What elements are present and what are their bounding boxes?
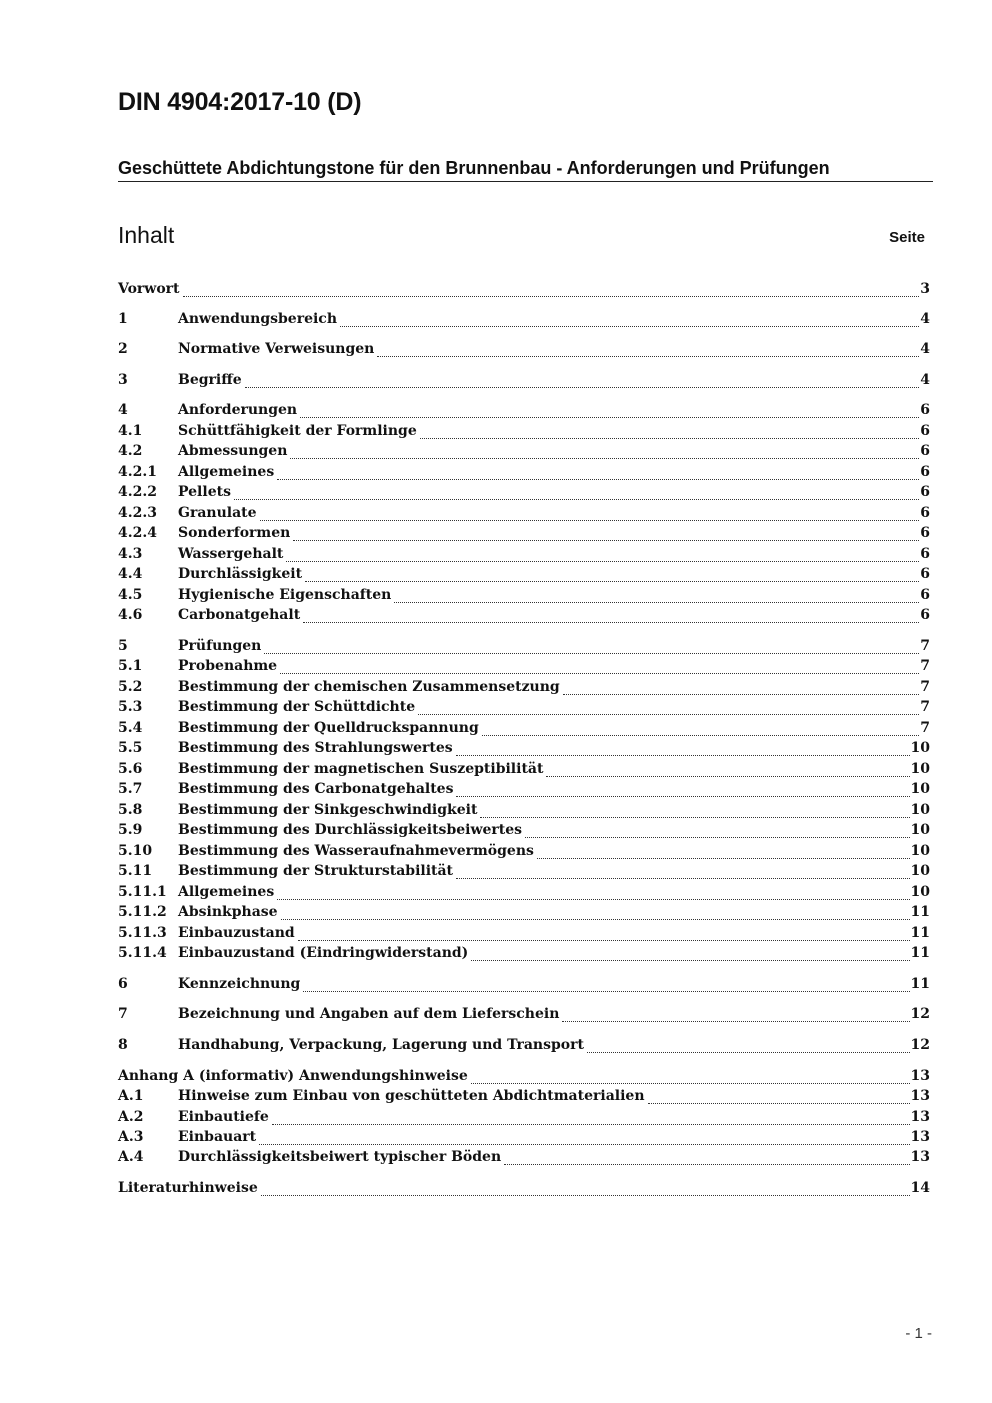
toc-leader-dots <box>277 887 909 900</box>
toc-entry[interactable] <box>118 607 930 627</box>
toc-leader-dots <box>281 907 910 920</box>
toc-entry-title: Anforderungen <box>178 402 298 418</box>
toc-entry-title: Handhabung, Verpackung, Lagerung und Transport <box>178 1037 584 1053</box>
toc-entry-title: Vorwort <box>118 281 180 297</box>
toc-entry[interactable] <box>118 566 930 586</box>
toc-leader-dots <box>420 426 920 439</box>
toc-leader-dots <box>377 344 919 357</box>
toc-leader-dots <box>504 1152 909 1165</box>
toc-leader-dots <box>471 1071 910 1084</box>
toc-entry-number: 5.11.3 <box>118 925 167 941</box>
toc-entry-title: Probenahme <box>178 658 278 674</box>
toc-leader-dots <box>272 1112 910 1125</box>
toc-entry-page: 13 <box>910 1088 930 1104</box>
toc-entry-page: 7 <box>920 699 930 715</box>
toc-entry-title: Allgemeines <box>178 464 275 480</box>
toc-entry-page: 6 <box>920 464 930 480</box>
toc-leader-dots <box>418 702 919 715</box>
toc-leader-dots <box>525 825 909 838</box>
toc-entry-page: 13 <box>910 1109 930 1125</box>
toc-leader-dots <box>562 1009 909 1022</box>
toc-entry[interactable] <box>118 505 930 525</box>
toc-entry-page: 3 <box>920 281 930 297</box>
toc-entry-page: 10 <box>910 884 930 900</box>
toc-leader-dots <box>261 1183 910 1196</box>
toc-entry-page: 14 <box>910 1180 930 1196</box>
toc-entry-title: Begriffe <box>178 372 242 388</box>
toc-entry-number: 5.1 <box>118 658 143 674</box>
toc-entry-title: Bezeichnung und Angaben auf dem Lieferschein <box>178 1006 560 1022</box>
toc-entry-page: 7 <box>920 720 930 736</box>
toc-entry[interactable] <box>118 311 930 331</box>
toc-entry-page: 13 <box>910 1149 930 1165</box>
toc-entry-number: 2 <box>118 341 128 357</box>
toc-leader-dots <box>456 743 910 756</box>
toc-entry-title: Bestimmung der chemischen Zusammensetzung <box>178 679 560 695</box>
toc-leader-dots <box>303 979 909 992</box>
toc-leader-dots <box>471 948 909 961</box>
toc-entry-number: 4.4 <box>118 566 143 582</box>
toc-entry[interactable] <box>118 976 930 996</box>
toc-leader-dots <box>648 1091 910 1104</box>
toc-entry-title: Bestimmung der Sinkgeschwindigkeit <box>178 802 478 818</box>
toc-entry[interactable] <box>118 720 930 740</box>
toc-entry-number: 5 <box>118 638 128 654</box>
toc-leader-dots <box>259 1132 909 1145</box>
toc-entry-number: 4.5 <box>118 587 143 603</box>
toc-leader-dots <box>546 764 909 777</box>
toc-entry-page: 6 <box>920 566 930 582</box>
toc-entry-title: Carbonatgehalt <box>178 607 301 623</box>
toc-leader-dots <box>563 682 920 695</box>
toc-entry[interactable] <box>118 443 930 463</box>
toc-entry[interactable] <box>118 638 930 658</box>
toc-entry-page: 11 <box>910 904 930 920</box>
toc-entry[interactable] <box>118 1109 930 1129</box>
toc-leader-dots <box>537 846 910 859</box>
toc-entry[interactable] <box>118 863 930 883</box>
toc-leader-dots <box>480 805 909 818</box>
page-number: - 1 - <box>905 1325 932 1342</box>
toc-entry-number: 4.2.4 <box>118 525 157 541</box>
toc-entry-title: Normative Verweisungen <box>178 341 375 357</box>
toc-entry[interactable] <box>118 679 930 699</box>
toc-entry-number: 5.7 <box>118 781 143 797</box>
toc-entry-number: 4 <box>118 402 128 418</box>
toc-entry-number: 4.2.1 <box>118 464 157 480</box>
toc-entry-title: Abmessungen <box>178 443 288 459</box>
toc-entry-page: 6 <box>920 443 930 459</box>
toc-entry-title: Allgemeines <box>178 884 275 900</box>
toc-entry-title: Hinweise zum Einbau von geschütteten Abdichtmaterialien <box>178 1088 645 1104</box>
toc-entry[interactable] <box>118 843 930 863</box>
toc-entry-number: 5.3 <box>118 699 143 715</box>
toc-entry-page: 7 <box>920 679 930 695</box>
toc-leader-dots <box>300 405 919 418</box>
toc-entry-number: 5.9 <box>118 822 143 838</box>
toc-entry-title: Bestimmung des Carbonatgehaltes <box>178 781 454 797</box>
toc-entry-page: 6 <box>920 546 930 562</box>
toc-entry-page: 13 <box>910 1129 930 1145</box>
toc-entry-number: 5.4 <box>118 720 143 736</box>
toc-entry-page: 10 <box>910 863 930 879</box>
toc-entry-number: 5.2 <box>118 679 143 695</box>
toc-entry[interactable] <box>118 781 930 801</box>
toc-entry-title: Pellets <box>178 484 231 500</box>
toc-leader-dots <box>456 784 909 797</box>
toc-entry-number: A.3 <box>118 1129 144 1145</box>
toc-entry-number: 5.6 <box>118 761 143 777</box>
toc-entry[interactable] <box>118 1037 930 1057</box>
toc-entry[interactable] <box>118 699 930 719</box>
toc-entry[interactable] <box>118 341 930 361</box>
toc-entry-page: 6 <box>920 505 930 521</box>
toc-entry[interactable] <box>118 945 930 965</box>
toc-entry-page: 12 <box>910 1006 930 1022</box>
toc-entry-title: Prüfungen <box>178 638 262 654</box>
toc-entry-number: 1 <box>118 311 128 327</box>
toc-entry-page: 11 <box>910 976 930 992</box>
toc-leader-dots <box>280 661 919 674</box>
toc-entry[interactable] <box>118 802 930 822</box>
toc-entry[interactable] <box>118 587 930 607</box>
toc-entry[interactable] <box>118 546 930 566</box>
toc-entry-title: Schüttfähigkeit der Formlinge <box>178 423 417 439</box>
toc-entry-number: 7 <box>118 1006 128 1022</box>
toc-entry[interactable] <box>118 1180 930 1200</box>
toc-entry-title: Bestimmung der magnetischen Suszeptibilität <box>178 761 544 777</box>
toc-entry-title: Kennzeichnung <box>178 976 301 992</box>
toc-entry-title: Durchlässigkeit <box>178 566 303 582</box>
document-subtitle: Geschüttete Abdichtungstone für den Brunnenbau - Anforderungen und Prüfungen <box>118 158 933 182</box>
toc-entry-title: Einbautiefe <box>178 1109 269 1125</box>
toc-entry-title: Bestimmung der Schüttdichte <box>178 699 416 715</box>
toc-entry-page: 6 <box>920 607 930 623</box>
toc-entry[interactable] <box>118 525 930 545</box>
toc-entry-title: Sonderformen <box>178 525 291 541</box>
toc-entry-page: 10 <box>910 822 930 838</box>
toc-entry[interactable] <box>118 1068 930 1088</box>
toc-entry-title: Literaturhinweise <box>118 1180 258 1196</box>
toc-leader-dots <box>394 590 919 603</box>
toc-entry-title: Absinkphase <box>178 904 278 920</box>
toc-entry[interactable] <box>118 423 930 443</box>
toc-entry[interactable] <box>118 281 930 301</box>
toc-entry[interactable] <box>118 1088 930 1108</box>
toc-entry-title: Anwendungsbereich <box>178 311 337 327</box>
toc-leader-dots <box>264 641 919 654</box>
toc-heading: Inhalt <box>118 222 175 248</box>
toc-entry-page: 11 <box>910 945 930 961</box>
toc-leader-dots <box>293 528 919 541</box>
toc-entry-title: Bestimmung des Strahlungswertes <box>178 740 453 756</box>
toc-entry-title: Bestimmung der Strukturstabilität <box>178 863 454 879</box>
toc-entry-number: A.4 <box>118 1149 144 1165</box>
toc-entry[interactable] <box>118 372 930 392</box>
toc-leader-dots <box>298 928 910 941</box>
toc-entry-number: 3 <box>118 372 128 388</box>
toc-leader-dots <box>183 284 920 297</box>
toc-entry-page: 10 <box>910 781 930 797</box>
toc-entry-page: 6 <box>920 587 930 603</box>
toc-entry-title: Granulate <box>178 505 257 521</box>
toc-entry-title: Einbauzustand (Eindringwiderstand) <box>178 945 469 961</box>
toc-entry[interactable] <box>118 658 930 678</box>
toc-entry-title: Anhang A (informativ) Anwendungshinweise <box>118 1068 468 1084</box>
toc-entry-page: 7 <box>920 658 930 674</box>
toc-entry-page: 6 <box>920 484 930 500</box>
toc-entry-page: 6 <box>920 525 930 541</box>
toc-leader-dots <box>303 610 919 623</box>
toc-entry-number: 5.5 <box>118 740 143 756</box>
toc-entry-page: 10 <box>910 761 930 777</box>
toc-entry-number: 5.8 <box>118 802 143 818</box>
toc-entry-page: 7 <box>920 638 930 654</box>
toc-entry-page: 6 <box>920 402 930 418</box>
toc-leader-dots <box>482 723 920 736</box>
toc-leader-dots <box>286 549 919 562</box>
toc-entry-number: A.2 <box>118 1109 144 1125</box>
toc-entry[interactable] <box>118 464 930 484</box>
toc-entry-page: 4 <box>920 311 930 327</box>
toc-entry-page: 10 <box>910 802 930 818</box>
toc-leader-dots <box>260 508 920 521</box>
toc-entry-number: 6 <box>118 976 128 992</box>
toc-entry-number: 4.1 <box>118 423 143 439</box>
toc-entry[interactable] <box>118 1006 930 1026</box>
toc-entry-number: 4.3 <box>118 546 143 562</box>
toc-entry[interactable] <box>118 884 930 904</box>
toc-entry[interactable] <box>118 1149 930 1169</box>
toc-entry-title: Hygienische Eigenschaften <box>178 587 392 603</box>
toc-entry-title: Durchlässigkeitsbeiwert typischer Böden <box>178 1149 502 1165</box>
toc-leader-dots <box>305 569 919 582</box>
toc-entry[interactable] <box>118 904 930 924</box>
toc-entry-number: 8 <box>118 1037 128 1053</box>
toc-entry-number: 5.11 <box>118 863 153 879</box>
toc-leader-dots <box>234 487 919 500</box>
toc-entry[interactable] <box>118 484 930 504</box>
toc-entry-page: 4 <box>920 341 930 357</box>
toc-leader-dots <box>277 467 919 480</box>
toc-leader-dots <box>456 866 909 879</box>
toc-entry-title: Wassergehalt <box>178 546 284 562</box>
toc-entry-page: 10 <box>910 843 930 859</box>
toc-entry-number: 4.6 <box>118 607 143 623</box>
toc-entry[interactable] <box>118 761 930 781</box>
toc-entry-number: 5.11.4 <box>118 945 167 961</box>
toc-entry[interactable] <box>118 1129 930 1149</box>
toc-entry-number: 5.11.2 <box>118 904 167 920</box>
toc-entry-number: 4.2.3 <box>118 505 157 521</box>
toc-entry-page: 6 <box>920 423 930 439</box>
toc-entry-page: 13 <box>910 1068 930 1084</box>
toc-entry[interactable] <box>118 402 930 422</box>
toc-entry-number: 4.2 <box>118 443 143 459</box>
toc-entry-title: Bestimmung des Durchlässigkeitsbeiwertes <box>178 822 523 838</box>
toc-entry-number: 5.11.1 <box>118 884 167 900</box>
toc-entry-page: 12 <box>910 1037 930 1053</box>
toc-entry-number: A.1 <box>118 1088 144 1104</box>
toc-entry[interactable] <box>118 822 930 842</box>
toc-entry-title: Einbauzustand <box>178 925 295 941</box>
toc-entry-title: Bestimmung des Wasseraufnahmevermögens <box>178 843 534 859</box>
toc-leader-dots <box>587 1040 910 1053</box>
document-title: DIN 4904:2017-10 (D) <box>118 88 362 116</box>
toc-entry[interactable] <box>118 740 930 760</box>
toc-leader-dots <box>340 314 919 327</box>
toc-entry-number: 4.2.2 <box>118 484 157 500</box>
toc-entry-page: 4 <box>920 372 930 388</box>
toc-entry-page: 11 <box>910 925 930 941</box>
page-column-label: Seite <box>889 229 925 246</box>
toc-leader-dots <box>290 446 919 459</box>
toc-entry-title: Bestimmung der Quelldruckspannung <box>178 720 479 736</box>
toc-entry-title: Einbauart <box>178 1129 257 1145</box>
toc-entry-page: 10 <box>910 740 930 756</box>
toc-entry[interactable] <box>118 925 930 945</box>
toc-entry-number: 5.10 <box>118 843 153 859</box>
toc-leader-dots <box>245 375 920 388</box>
